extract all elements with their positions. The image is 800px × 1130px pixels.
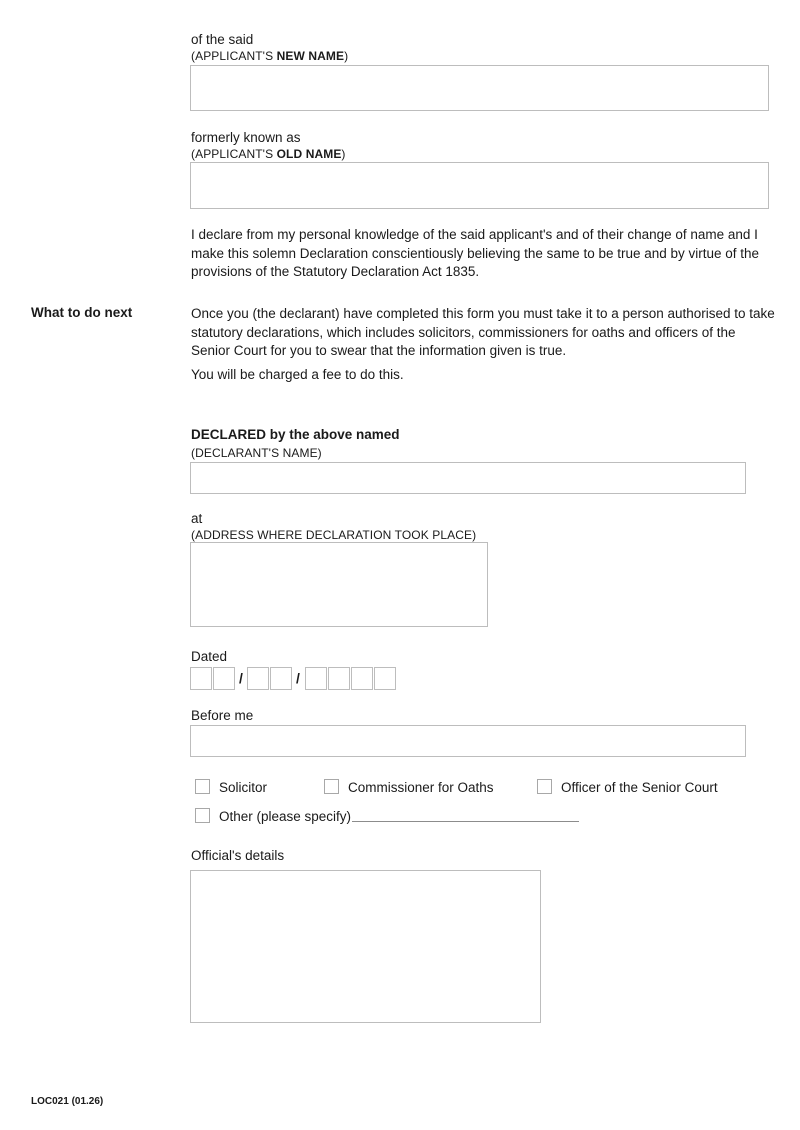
commissioner-checkbox[interactable] bbox=[324, 779, 339, 794]
what-to-do-next-heading: What to do next bbox=[31, 305, 133, 320]
declarant-name-field[interactable] bbox=[190, 462, 746, 494]
what-to-do-next-text: Once you (the declarant) have completed this form you must take it to a person authorised to take statutory declarations, which includes solicitors, commissioners for oaths and officers of the Senior Court for you to swear that the information given is true. bbox=[191, 306, 775, 358]
solicitor-checkbox[interactable] bbox=[195, 779, 210, 794]
old-name-sublabel: (APPLICANT'S OLD NAME) bbox=[191, 147, 346, 161]
old-name-field[interactable] bbox=[190, 162, 769, 209]
date-year-digit-2[interactable] bbox=[328, 667, 350, 690]
other-checkbox[interactable] bbox=[195, 808, 210, 823]
date-year-digit-1[interactable] bbox=[305, 667, 327, 690]
before-me-label: Before me bbox=[191, 708, 254, 723]
date-month-digit-2[interactable] bbox=[270, 667, 292, 690]
commissioner-label: Commissioner for Oaths bbox=[348, 780, 494, 795]
officials-details-label: Official's details bbox=[191, 848, 285, 863]
address-label: at bbox=[191, 511, 203, 526]
address-field[interactable] bbox=[190, 542, 488, 627]
date-year-digit-3[interactable] bbox=[351, 667, 373, 690]
officer-label: Officer of the Senior Court bbox=[561, 780, 718, 795]
date-month-digit-1[interactable] bbox=[247, 667, 269, 690]
old-name-label: formerly known as bbox=[191, 130, 301, 145]
other-label: Other (please specify) bbox=[219, 809, 352, 824]
solicitor-label: Solicitor bbox=[219, 780, 268, 795]
date-separator: / bbox=[239, 670, 243, 686]
date-separator: / bbox=[296, 670, 300, 686]
declaration-text: I declare from my personal knowledge of the said applicant's and of their change of name and I make this solemn Declaration conscientiously believing the same to be true and by virtue of the provisions of the Statutory Declaration Act 1835. bbox=[191, 227, 760, 279]
form-code: LOC021 (01.26) bbox=[31, 1096, 104, 1107]
date-day-digit-2[interactable] bbox=[213, 667, 235, 690]
new-name-field[interactable] bbox=[190, 65, 769, 111]
new-name-sublabel: (APPLICANT'S NEW NAME) bbox=[191, 49, 349, 63]
officials-details-field[interactable] bbox=[190, 870, 541, 1023]
before-me-field[interactable] bbox=[190, 725, 746, 757]
address-sublabel: (ADDRESS WHERE DECLARATION TOOK PLACE) bbox=[191, 528, 477, 542]
new-name-label: of the said bbox=[191, 32, 254, 47]
date-year-digit-4[interactable] bbox=[374, 667, 396, 690]
declared-by-title: DECLARED by the above named bbox=[191, 427, 400, 442]
fee-notice: You will be charged a fee to do this. bbox=[191, 367, 404, 382]
officer-checkbox[interactable] bbox=[537, 779, 552, 794]
dated-label: Dated bbox=[191, 649, 228, 664]
declarant-name-sublabel: (DECLARANT'S NAME) bbox=[191, 446, 322, 460]
other-specify-line[interactable] bbox=[352, 821, 579, 822]
date-day-digit-1[interactable] bbox=[190, 667, 212, 690]
